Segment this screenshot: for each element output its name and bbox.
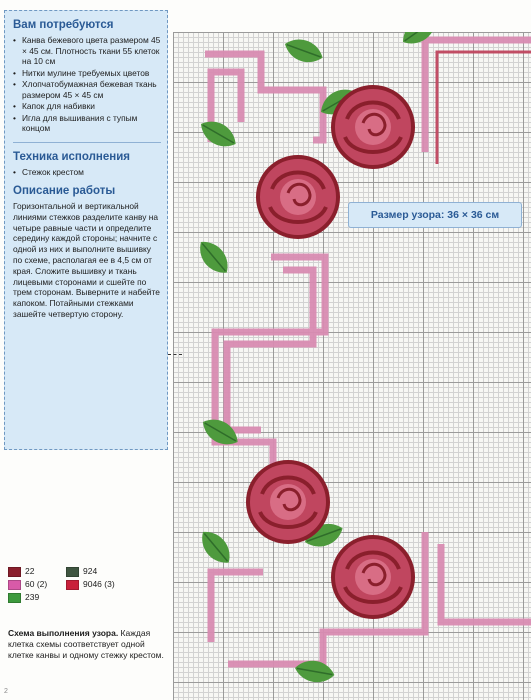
cross-stitch-chart — [173, 32, 531, 700]
list-item: • Хлопчатобумажная бежевая ткань размером 45 × 45 см — [13, 79, 161, 100]
swatch-icon — [8, 580, 21, 590]
leaf-icon — [281, 34, 326, 67]
rose-icon — [333, 537, 413, 617]
description-heading: Описание работы — [13, 185, 116, 197]
swatch-icon — [8, 567, 21, 577]
legend-item: 924 — [66, 566, 97, 577]
rose-icon — [258, 157, 338, 237]
swatch-icon — [66, 580, 79, 590]
legend-item: 22 — [8, 566, 34, 577]
swatch-icon — [66, 567, 79, 577]
rose-icon — [333, 87, 413, 167]
legend-item: 9046 (3) — [66, 579, 115, 590]
list-item: • Капок для набивки — [13, 101, 161, 112]
materials-list — [13, 35, 161, 134]
rose-icon — [248, 462, 328, 542]
technique-list — [13, 167, 161, 178]
list-item: • Нитки мулине требуемых цветов — [13, 68, 161, 79]
pattern-size-label: Размер узора: 36 × 36 см — [348, 202, 522, 228]
materials-heading: Вам потребуются — [13, 19, 114, 31]
legend-item: 60 (2) — [8, 579, 47, 590]
instructions-panel — [4, 10, 168, 450]
swatch-icon — [8, 593, 21, 603]
page-mark: 2 — [4, 688, 8, 695]
center-mark — [168, 354, 182, 355]
leaf-icon — [193, 235, 235, 279]
technique-heading: Техника исполнения — [13, 142, 161, 163]
list-item: • Игла для вышивания с тупым концом — [13, 113, 161, 134]
description-text: Горизонтальной и вертикальной линиями стежков разделите канву на четыре равные части и определите середину каждой стороны; начните с одной из них и выполните вышивку по схеме, располагая ее в 4,5 см от края. Сложите вышивку и ткань лицевыми сторонами и сшейте по трем сторонам. Выверните и набейте капоком. Потайными стежками зашейте четвертую сторону. — [13, 201, 160, 319]
color-legend — [8, 566, 158, 606]
legend-item: 239 — [8, 592, 39, 603]
scheme-note-text: Каждая клетка схемы соответствует одной клетке канвы и одному стежку крестом. — [8, 628, 164, 660]
scheme-note-title: Схема выполнения узора. — [8, 628, 119, 638]
embroidery-motif — [173, 32, 531, 700]
leaf-icon — [196, 115, 241, 153]
list-item: • Канва бежевого цвета размером 45 × 45 см. Плотность ткани 55 клеток на 10 см — [13, 35, 161, 67]
list-item: • Стежок крестом — [13, 167, 161, 178]
scheme-note — [8, 628, 168, 660]
leaf-icon — [195, 525, 237, 569]
